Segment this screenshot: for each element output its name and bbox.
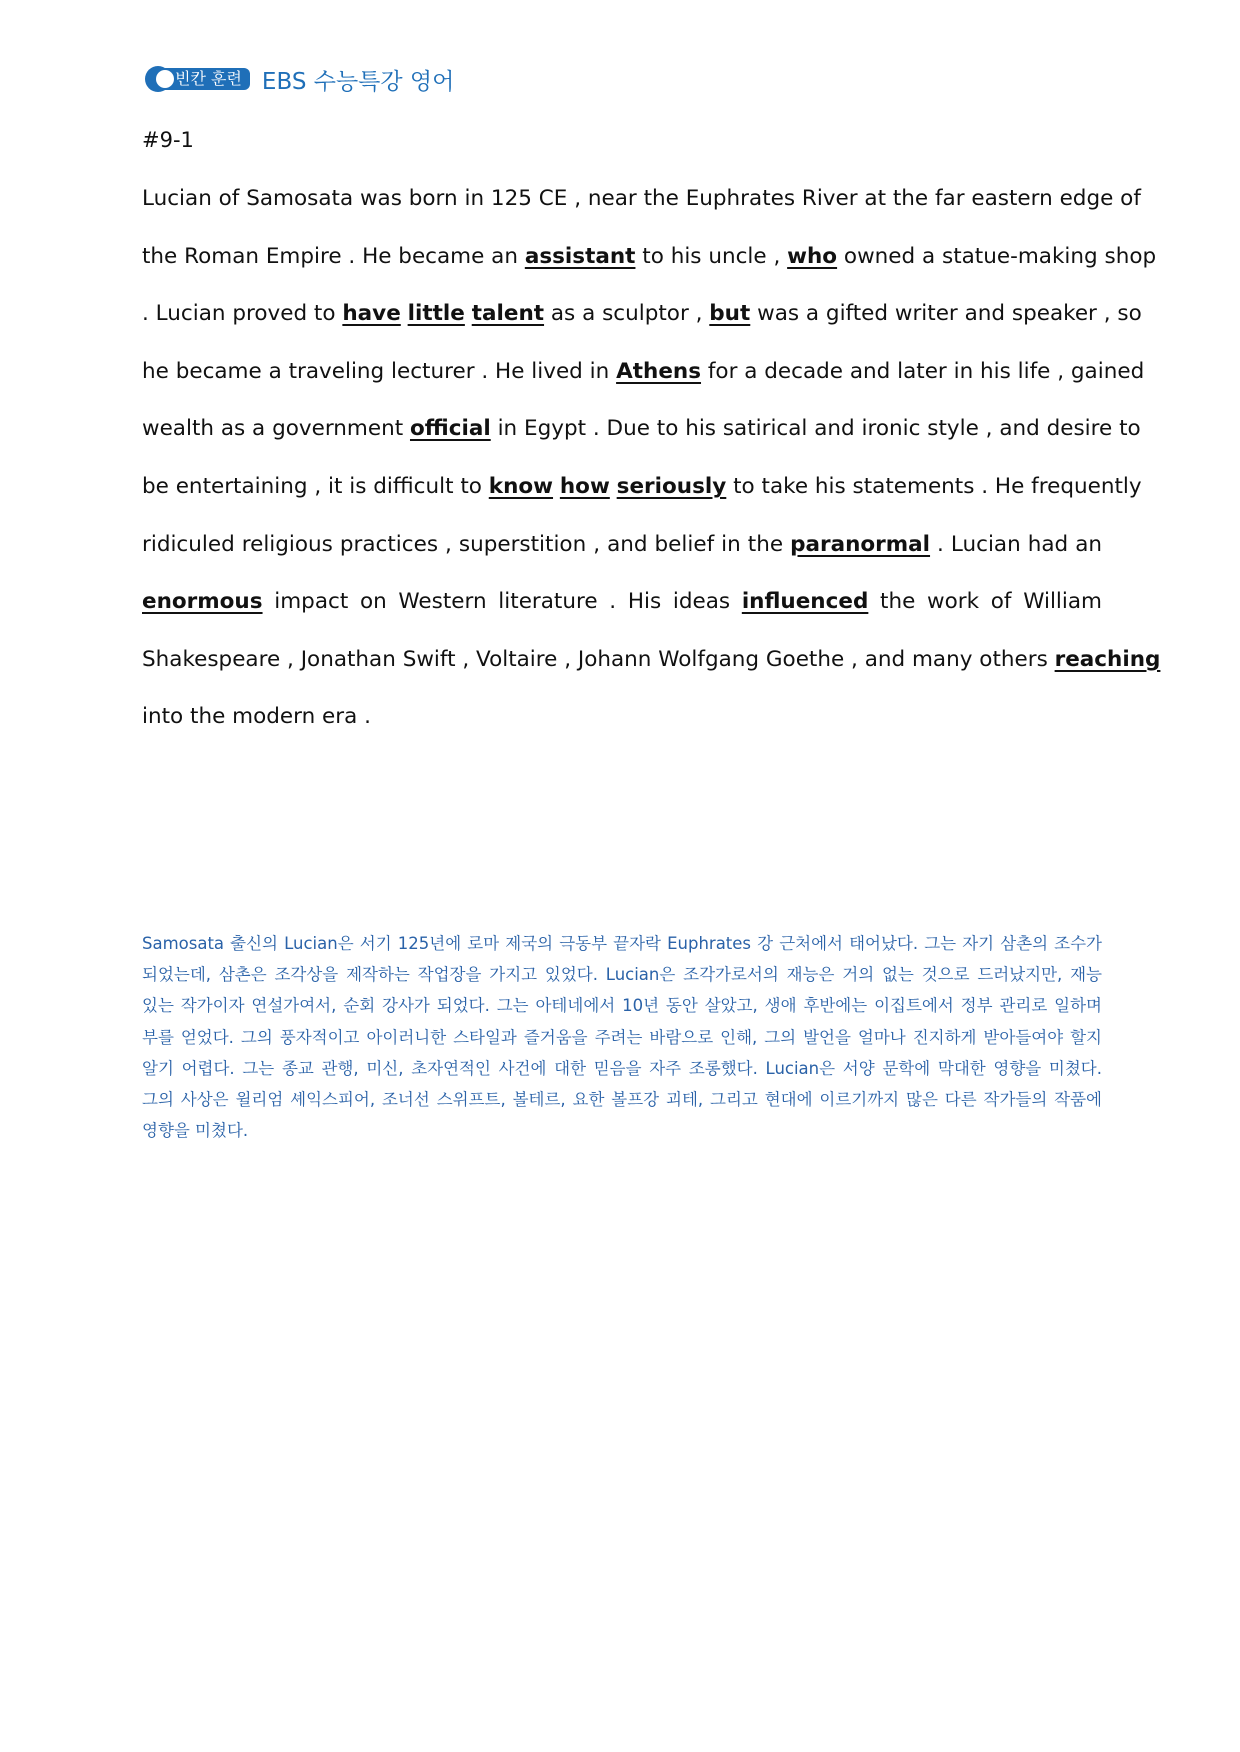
translation-line: Samosata 출신의 Lucian은 서기 125년에 로마 제국의 극동부 끝자락 Euphrates 강 근처에서 태어났다. 그는 자기 삼촌의 조수가 [142,934,1102,953]
blank-keyword: talent [471,301,545,327]
passage-text: wealth as a government [142,416,410,442]
passage-line [142,688,1102,746]
passage-text: . Lucian proved to [142,301,343,327]
passage-text: into the modern era . [142,704,371,730]
blank-keyword: influenced [741,589,869,615]
passage-text: ridiculed religious practices , superstition , and belief in the [142,531,791,557]
blank-keyword: paranormal [790,531,931,557]
passage-text [610,474,617,499]
passage-text: . Lucian had an [930,531,1102,557]
passage-text: to his uncle , [635,243,788,269]
passage-line [142,343,1145,401]
translation-line: 있는 작가이자 연설가여서, 순회 강사가 되었다. 그는 아테네에서 10년 동안 살았고, 생애 후반에는 이집트에서 정부 관리로 일하며 [142,996,1102,1016]
passage-text: be entertaining , it is difficult to [142,473,489,499]
passage-line [142,285,1142,343]
english-passage [142,170,1161,746]
blank-keyword: enormous [142,589,263,615]
passage-line [142,458,1142,516]
translation-line: 영향을 미쳤다. [142,1121,249,1141]
passage-text: owned a statue-making shop [837,243,1157,269]
passage-line [142,170,1141,228]
passage-line [142,573,1102,631]
blank-keyword: reaching [1054,646,1161,672]
passage-text: the Roman Empire . He became an [142,243,525,269]
blank-keyword: have [342,301,401,327]
passage-line [142,400,1141,458]
blank-keyword: who [787,243,838,269]
question-number: #9-1 [142,128,194,152]
passage-text: the work of William [868,589,1102,615]
passage-line [142,631,1161,689]
blank-keyword: how [559,473,610,499]
blank-keyword: know [488,473,554,499]
passage-text: was a gifted writer and speaker , so [750,301,1142,327]
blank-keyword: but [709,301,751,327]
page-header [145,64,454,94]
half-moon-icon [145,66,171,92]
passage-text: for a decade and later in his life , gained [701,358,1145,384]
translation-line: 알기 어렵다. 그는 종교 관행, 미신, 초자연적인 사건에 대한 믿음을 자주 조롱했다. Lucian은 서양 문학에 막대한 영향을 미쳤다. [142,1058,1102,1078]
blank-keyword: official [409,416,491,442]
badge-label: 빈칸 훈련 [165,68,250,90]
passage-line [142,516,1102,574]
translation-line: 그의 사상은 윌리엄 셰익스피어, 조너선 스위프트, 볼테르, 요한 볼프강 괴테, 그리고 현대에 이르기까지 많은 다른 작가들의 작품에 [142,1089,1102,1109]
passage-line [142,228,1157,286]
passage-text: Shakespeare , Jonathan Swift , Voltaire , Johann Wolfgang Goethe , and many others [142,646,1055,672]
korean-translation [142,928,1102,1146]
passage-text: Lucian of Samosata was born in 125 CE , near the Euphrates River at the far eastern edge of [142,186,1141,211]
passage-text: as a sculptor , [544,301,710,327]
passage-text: in Egypt . Due to his satirical and ironic style , and desire to [490,416,1141,442]
section-badge [145,66,250,92]
passage-text [553,474,560,499]
passage-text: to take his statements . He frequently [726,473,1142,499]
blank-keyword: seriously [616,473,727,499]
blank-keyword: Athens [616,358,702,384]
blank-keyword: little [407,301,465,327]
translation-line: 부를 얻었다. 그의 풍자적이고 아이러니한 스타일과 즐거움을 주려는 바람으로 인해, 그의 발언을 얼마나 진지하게 받아들여야 할지 [142,1027,1102,1047]
translation-line: 되었는데, 삼촌은 조각상을 제작하는 작업장을 가지고 있었다. Lucian은 조각가로서의 재능은 거의 없는 것으로 드러났지만, 재능 [142,965,1102,985]
header-title: EBS 수능특강 영어 [261,68,455,95]
passage-text [401,301,408,326]
passage-text: impact on Western literature . His ideas [262,589,742,615]
blank-keyword: assistant [524,243,636,269]
passage-text: he became a traveling lecturer . He lived in [142,358,617,384]
passage-text [465,301,472,326]
